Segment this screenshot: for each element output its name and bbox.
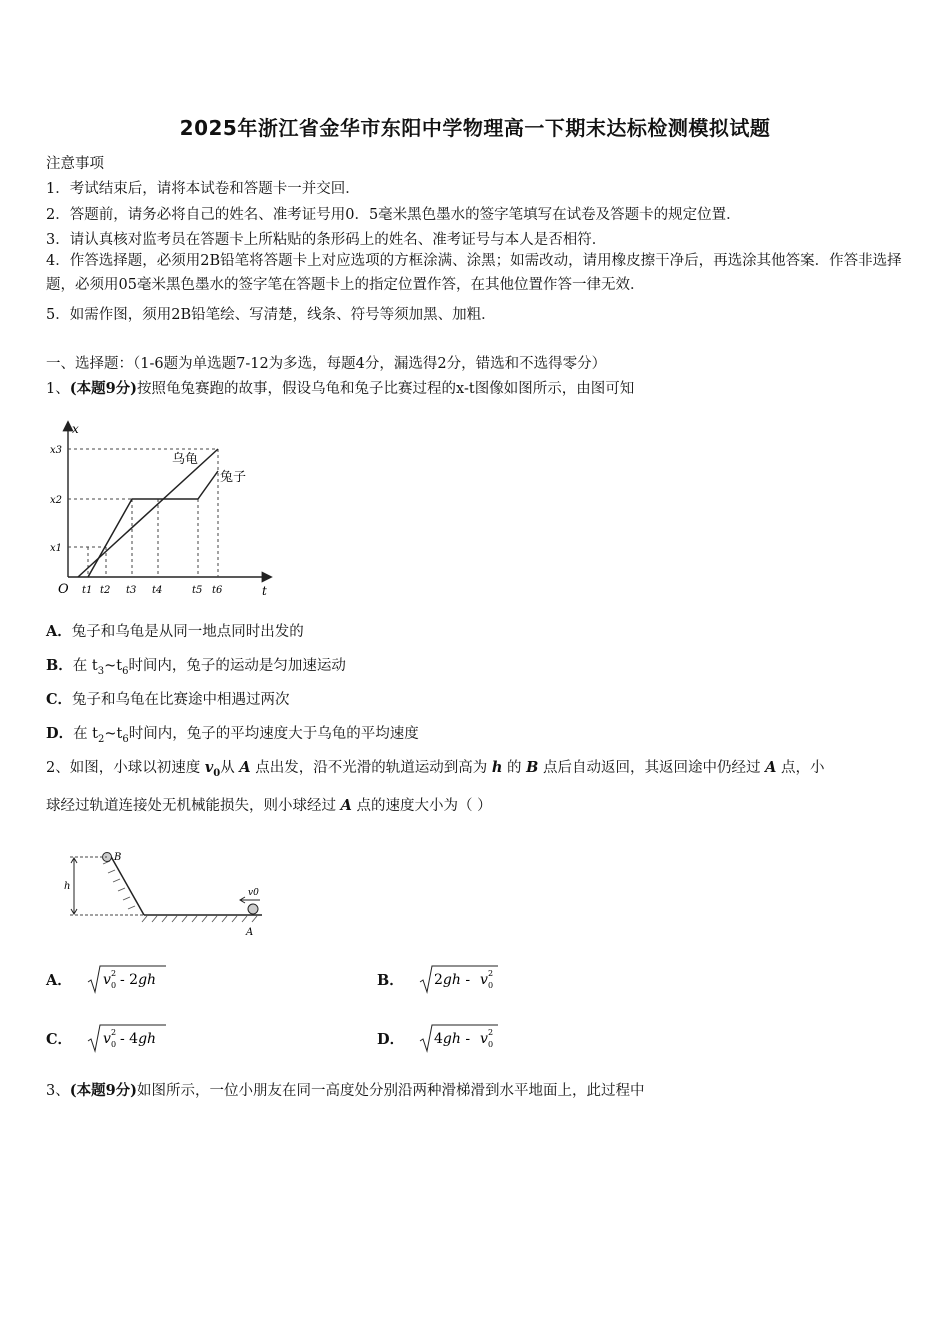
svg-text:v: v: [479, 972, 488, 988]
svg-text:2: 2: [488, 1028, 494, 1037]
graph-label-tortoise: 乌龟: [172, 452, 199, 467]
q1-option-c: C．兔子和乌龟在比赛途中相遇过两次: [46, 691, 290, 708]
graph-label-rabbit: 兔子: [220, 470, 247, 485]
q2-option-a: A． v 2 0 - 2gh: [46, 962, 168, 996]
figure-label-a: A: [246, 927, 254, 938]
tick-x3: x3: [50, 445, 63, 456]
q1-option-a: A．兔子和乌龟是从同一地点同时出发的: [46, 623, 304, 640]
svg-text:0: 0: [110, 981, 116, 990]
q1-xt-graph: [48, 415, 278, 600]
figure-label-h: h: [64, 881, 71, 892]
svg-text:v: v: [480, 1031, 488, 1047]
q1-score: (本题9分): [69, 380, 138, 397]
q1-number: 1、: [46, 381, 70, 397]
tick-t1: t1: [82, 585, 93, 596]
notice-item-1: 1．考试结束后，请将本试卷和答题卡一并交回．: [46, 181, 360, 197]
q2-option-d: D． 4gh - v 2 0: [377, 1021, 500, 1055]
page-title: 2025年浙江省金华市东阳中学物理高一下期末达标检测模拟试题: [179, 116, 771, 140]
tick-t4: t4: [152, 585, 163, 596]
svg-text:2gh -: 2gh -: [433, 972, 470, 988]
question-3-stem: [46, 1079, 645, 1100]
svg-text:2: 2: [111, 1028, 117, 1037]
q2-option-a-expression: [86, 962, 168, 996]
q2-option-b: B． 2gh - v 2 0: [377, 962, 500, 996]
graph-axis-x-label: x: [72, 422, 79, 436]
tick-t6: t6: [212, 585, 223, 596]
notice-item-5: 5．如需作图，须用2B铅笔绘、写清楚，线条、符号等须加黑、加粗．: [46, 307, 496, 323]
svg-text:v: v: [103, 1031, 111, 1047]
svg-text:- 4gh: - 4gh: [120, 1031, 157, 1047]
svg-text:2: 2: [487, 969, 493, 978]
q2-option-d-expression: [418, 1021, 500, 1055]
tick-t5: t5: [192, 585, 203, 596]
question-2-line-1: 2、如图，小球以初速度 $v_0$从 A 点出发，沿不光滑的轨道运动到高为 h 的 B 点后自动返回，其返回途中仍经过 A 点，小: [46, 759, 825, 779]
notice-item-3: 3．请认真核对监考员在答题卡上所粘贴的条形码上的姓名、准考证号与本人是否相符．: [46, 232, 607, 248]
q1-option-b: B．在 $t_3\sim t_6$时间内，兔子的运动是匀加速运动: [46, 657, 346, 677]
q2-track-figure: [62, 845, 272, 940]
question-1-stem: [46, 377, 634, 398]
question-2-line-2: 球经过轨道连接处无机械能损失，则小球经过 A 点的速度大小为（ ）: [46, 797, 492, 814]
q2-option-b-expression: [418, 962, 500, 996]
q2-option-c-expression: [86, 1021, 168, 1055]
graph-axis-t-label: t: [262, 584, 267, 598]
svg-text:4gh -: 4gh -: [434, 1031, 471, 1047]
section-heading: 一、选择题：（1-6题为单选题7-12为多选，每题4分，漏选得2分，错选和不选得零分）: [46, 356, 607, 372]
tick-x2: x2: [50, 495, 63, 506]
q3-score: (本题9分): [69, 1082, 138, 1099]
svg-text:0: 0: [487, 981, 493, 990]
q2-option-c: C． v 2 0 - 4gh: [46, 1021, 168, 1055]
figure-label-v0: v0: [248, 888, 259, 898]
q3-text: 如图所示，一位小朋友在同一高度处分别沿两种滑梯滑到水平地面上，此过程中: [137, 1083, 645, 1099]
tick-t3: t3: [126, 585, 137, 596]
svg-text:v: v: [102, 972, 111, 988]
notice-heading: 注意事项: [46, 156, 104, 172]
ball-at-a: [248, 904, 258, 914]
svg-text:2: 2: [110, 969, 116, 978]
q3-number: 3、: [46, 1083, 70, 1099]
svg-text:0: 0: [488, 1040, 494, 1049]
tick-t2: t2: [100, 585, 111, 596]
tick-x1: x1: [50, 543, 63, 554]
svg-text:- 2gh: - 2gh: [119, 972, 156, 988]
notice-item-2: 2．答题前，请务必将自己的姓名、准考证号用0．5毫米黑色墨水的签字笔填写在试卷及答题卡的规定位置．: [46, 207, 741, 223]
q1-text: 按照龟兔赛跑的故事，假设乌龟和兔子比赛过程的x-t图像如图所示，由图可知: [137, 381, 635, 397]
q1-option-d: D．在 $t_2\sim t_6$时间内，兔子的平均速度大于乌龟的平均速度: [46, 725, 419, 745]
graph-origin: O: [58, 582, 69, 597]
figure-label-b: B: [114, 852, 122, 863]
notice-item-4: 4．作答选择题，必须用2B铅笔将答题卡上对应选项的方框涂满、涂黑；如需改动，请用橡皮擦干净后，再选涂其他答案．作答非选择题，必须用05毫米黑色墨水的签字笔在答题卡上的指定位置作答，在其他位置作答一律无效．: [46, 253, 902, 293]
svg-text:0: 0: [111, 1040, 117, 1049]
